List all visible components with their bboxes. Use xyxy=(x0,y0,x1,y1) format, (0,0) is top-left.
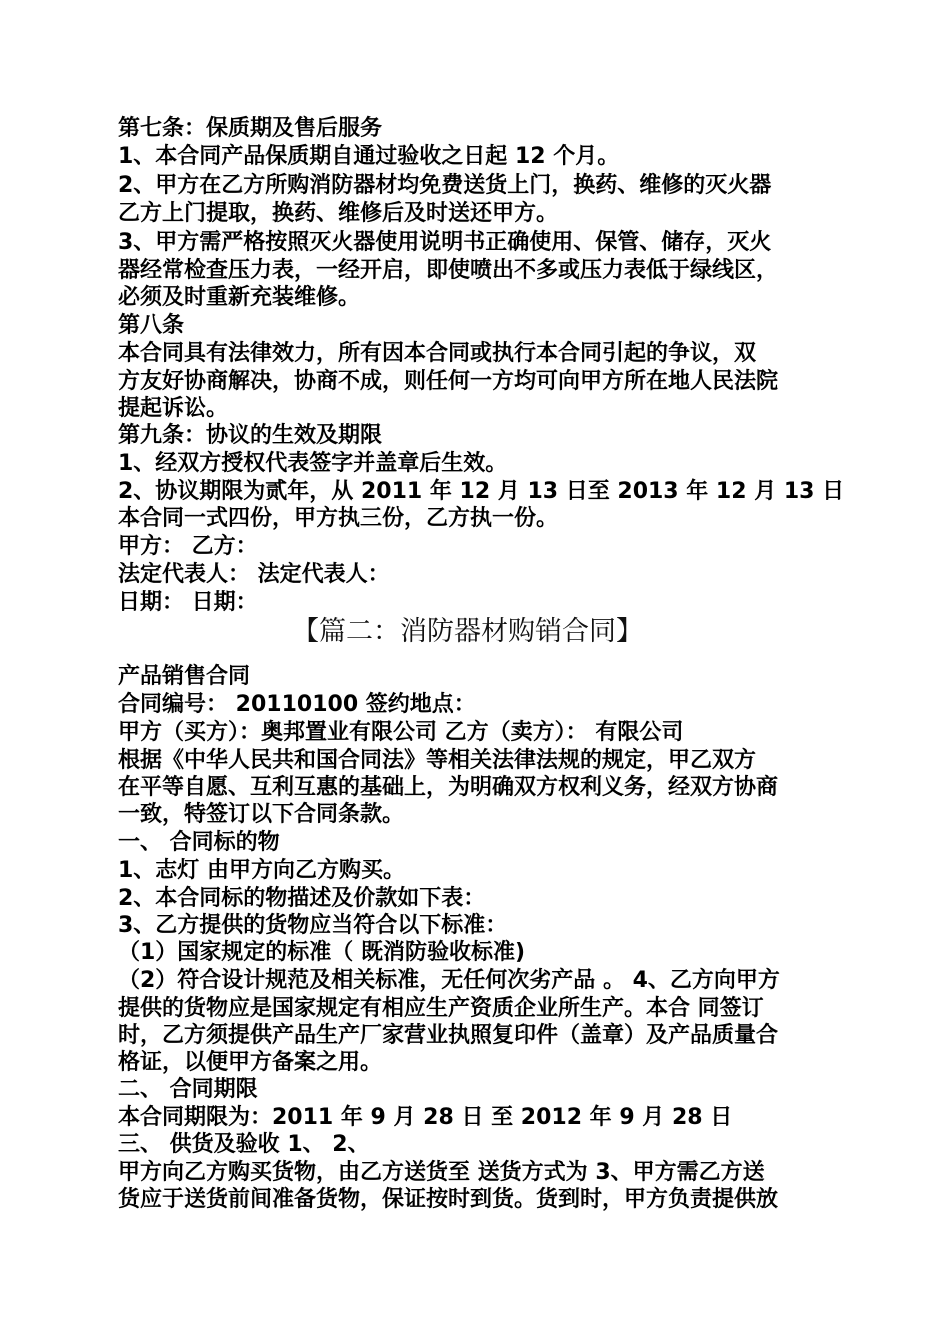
text-line: （1）国家规定的标准（ 既消防验收标准) xyxy=(118,940,526,965)
section-3-title: 三、 供货及验收 1、 2、 xyxy=(118,1132,370,1157)
text-line: 本合同期限为：2011 年 9 月 28 日 至 2012 年 9 月 28 日 xyxy=(118,1105,733,1130)
text-line: 在平等自愿、互利互惠的基础上，为明确双方权利义务，经双方协商 xyxy=(118,775,779,800)
text-line: 1、经双方授权代表签字并盖章后生效。 xyxy=(118,451,508,476)
text-line: 本合同一式四份，甲方执三份，乙方执一份。 xyxy=(118,506,559,531)
text-line: 2、协议期限为贰年，从 2011 年 12 月 13 日至 2013 年 12 月 13 日 xyxy=(118,479,845,504)
text-line: 乙方上门提取，换药、维修后及时送还甲方。 xyxy=(118,201,559,226)
text-line: 提供的货物应是国家规定有相应生产资质企业所生产。本合 同签订 xyxy=(118,996,764,1021)
text-line: 甲方（买方）：奥邦置业有限公司 乙方（卖方）： 有限公司 xyxy=(118,720,684,745)
text-line: 器经常检查压力表，一经开启，即使喷出不多或压力表低于绿线区， xyxy=(118,258,779,283)
signature-parties: 甲方： 乙方： xyxy=(118,534,258,559)
text-line: 甲方向乙方购买货物，由乙方送货至 送货方式为 3、甲方需乙方送 xyxy=(118,1160,765,1185)
text-line: 1、志灯 由甲方向乙方购买。 xyxy=(118,858,405,883)
text-line: 3、甲方需严格按照灭火器使用说明书正确使用、保管、储存，灭火 xyxy=(118,230,772,255)
text-line: 2、本合同标的物描述及价款如下表： xyxy=(118,886,486,911)
contract-title: 产品销售合同 xyxy=(118,664,251,689)
text-line: 格证，以便甲方备案之用。 xyxy=(118,1050,383,1075)
text-line: 本合同具有法律效力，所有因本合同或执行本合同引起的争议，双 xyxy=(118,341,757,366)
text-line: 提起诉讼。 xyxy=(118,396,229,421)
article-9-title: 第九条：协议的生效及期限 xyxy=(118,423,383,448)
article-7-title: 第七条：保质期及售后服务 xyxy=(118,116,383,141)
section-1-title: 一、 合同标的物 xyxy=(118,830,280,855)
text-line: 货应于送货前间准备货物，保证按时到货。货到时，甲方负责提供放 xyxy=(118,1187,779,1212)
section-heading: 【篇二：消防器材购销合同】 xyxy=(292,616,643,647)
text-line: 合同编号： 20110100 签约地点： xyxy=(118,692,476,717)
article-8-title: 第八条 xyxy=(118,313,185,338)
signature-representatives: 法定代表人： 法定代表人： xyxy=(118,562,390,587)
section-2-title: 二、 合同期限 xyxy=(118,1077,258,1102)
text-line: 根据《中华人民共和国合同法》等相关法律法规的规定，甲乙双方 xyxy=(118,748,757,773)
text-line: 一致，特签订以下合同条款。 xyxy=(118,802,405,827)
text-line: 方友好协商解决，协商不成，则任何一方均可向甲方所在地人民法院 xyxy=(118,369,779,394)
text-line: 2、甲方在乙方所购消防器材均免费送货上门，换药、维修的灭火器 xyxy=(118,173,772,198)
text-line: 3、乙方提供的货物应当符合以下标准： xyxy=(118,913,508,938)
text-line: 1、本合同产品保质期自通过验收之日起 12 个月。 xyxy=(118,144,620,169)
text-line: （2）符合设计规范及相关标准，无任何次劣产品 。 4、乙方向甲方 xyxy=(118,968,780,993)
text-line: 时，乙方须提供产品生产厂家营业执照复印件（盖章）及产品质量合 xyxy=(118,1023,779,1048)
signature-dates: 日期： 日期： xyxy=(118,590,258,615)
text-line: 必须及时重新充装维修。 xyxy=(118,285,361,310)
